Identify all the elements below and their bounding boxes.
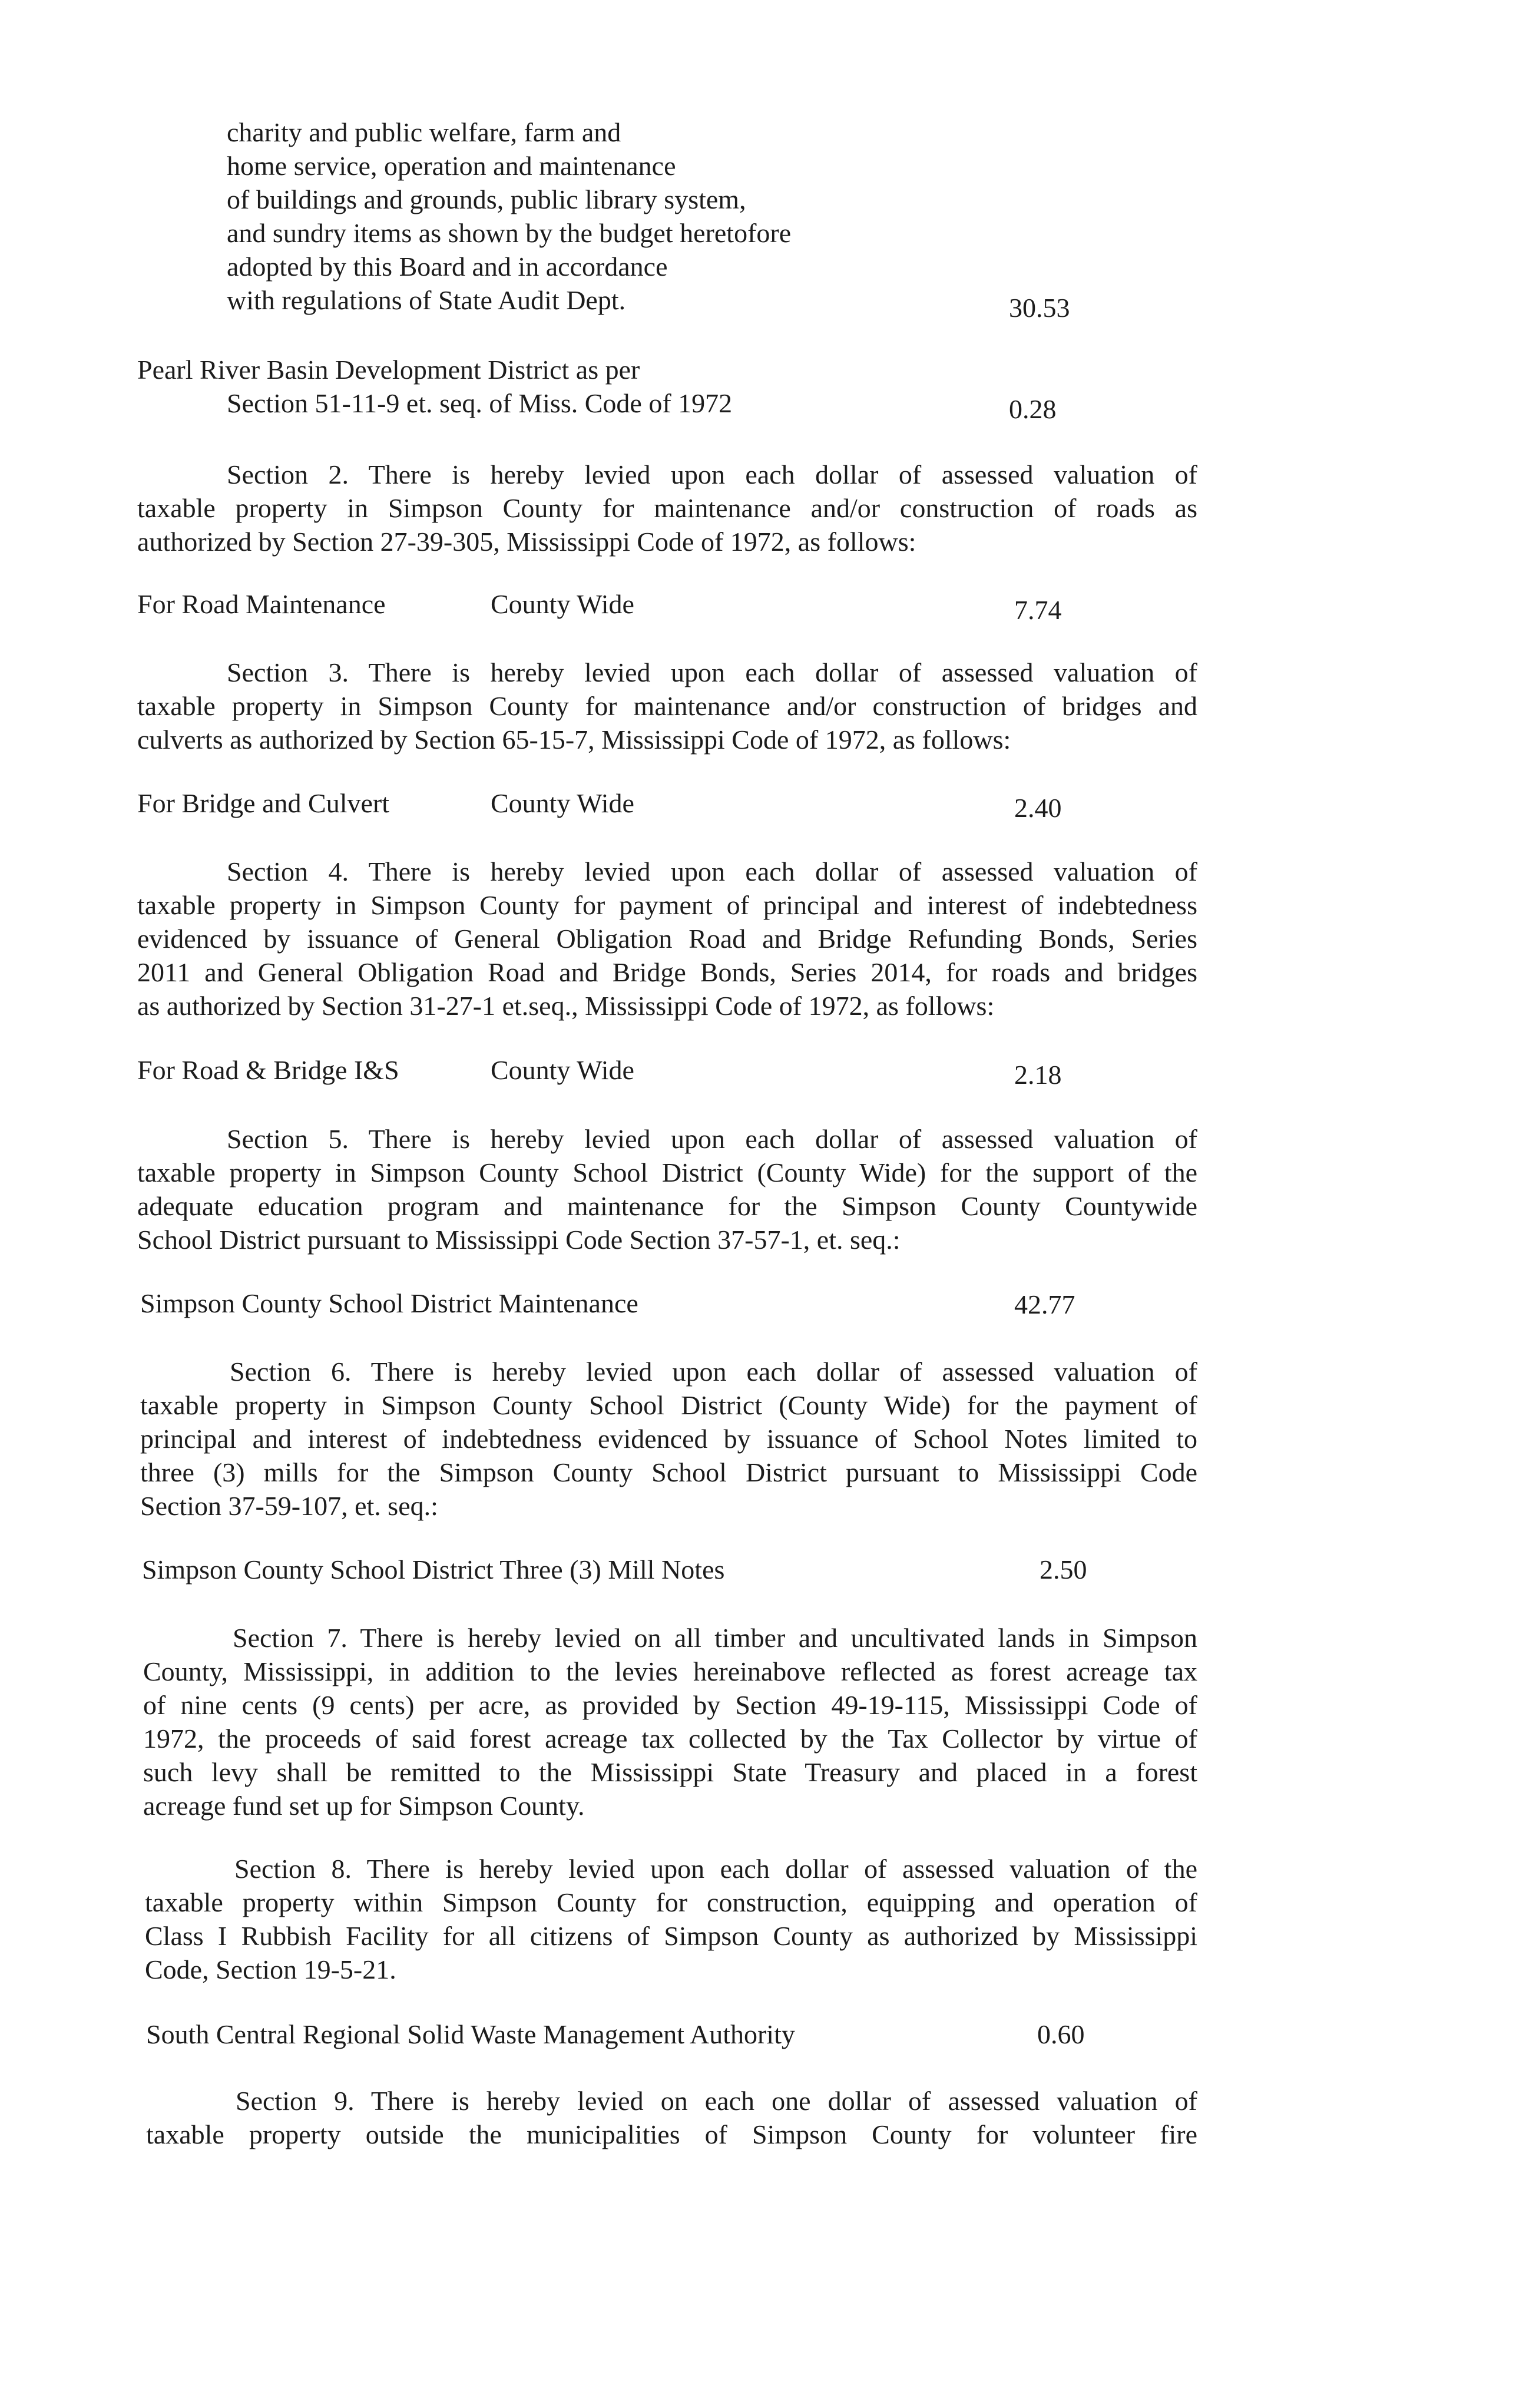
section-line: of nine cents (9 cents) per acre, as provided by Section 49-19-115, Mississippi Code of [143, 1690, 1197, 1720]
section-3-paragraph [137, 656, 1197, 756]
section-line: 2011 and General Obligation Road and Bridge Bonds, Series 2014, for roads and bridges [137, 957, 1197, 987]
section-line: authorized by Section 27-39-305, Mississippi Code of 1972, as follows: [137, 527, 916, 557]
levy-label: For Bridge and Culvert [137, 788, 389, 818]
section-line: taxable property in Simpson County for maintenance and/or construction of bridges and [137, 691, 1197, 721]
section-line: three (3) mills for the Simpson County School District pursuant to Mississippi Code [140, 1457, 1197, 1487]
intro-line: adopted by this Board and in accordance [227, 252, 668, 282]
levy-scope: County Wide [491, 788, 634, 818]
section-8-paragraph [145, 1852, 1197, 1986]
section-6-paragraph [140, 1355, 1197, 1523]
levy-amount: 0.60 [1037, 2019, 1085, 2049]
section-7-paragraph [143, 1621, 1197, 1822]
section-line: Code, Section 19-5-21. [145, 1954, 396, 1984]
levy-amount: 2.40 [1014, 793, 1062, 823]
levy-amount: 2.50 [1040, 1554, 1087, 1585]
levy-amount: 2.18 [1014, 1060, 1062, 1090]
section-line: Section 5. There is hereby levied upon each dollar of assessed valuation of [227, 1124, 1197, 1154]
intro-line: and sundry items as shown by the budget heretofore [227, 218, 792, 248]
levy-label: For Road & Bridge I&S [137, 1055, 399, 1085]
section-9-paragraph [146, 2084, 1197, 2151]
section-line: as authorized by Section 31-27-1 et.seq., Mississippi Code of 1972, as follows: [137, 991, 995, 1021]
levy-scope: County Wide [491, 1055, 634, 1085]
section-line: Section 9. There is hereby levied on each one dollar of assessed valuation of [236, 2086, 1197, 2116]
intro-line: charity and public welfare, farm and [227, 117, 621, 147]
section-4-paragraph [137, 855, 1197, 1023]
section-line: such levy shall be remitted to the Mississippi State Treasury and placed in a forest [143, 1757, 1197, 1787]
section-line: adequate education program and maintenance for the Simpson County Countywide [137, 1191, 1197, 1221]
section-line: Section 37-59-107, et. seq.: [140, 1491, 438, 1521]
section-line: taxable property in Simpson County for payment of principal and interest of indebtedness [137, 890, 1197, 920]
levy-label: Simpson County School District Three (3) Mill Notes [142, 1554, 725, 1585]
pearl-river-line2: Section 51-11-9 et. seq. of Miss. Code of 1972 [227, 388, 733, 418]
intro-amount: 30.53 [1009, 293, 1070, 323]
section-line: Section 8. There is hereby levied upon each dollar of assessed valuation of the [234, 1854, 1197, 1884]
intro-paragraph [227, 115, 791, 317]
section-line: 1972, the proceeds of said forest acreage tax collected by the Tax Collector by virtue of [143, 1724, 1197, 1754]
section-2-paragraph [137, 458, 1197, 558]
section-line: Section 7. There is hereby levied on all timber and uncultivated lands in Simpson [233, 1623, 1197, 1653]
levy-scope: County Wide [491, 589, 634, 619]
section-line: Section 6. There is hereby levied upon each dollar of assessed valuation of [230, 1357, 1197, 1387]
section-line: acreage fund set up for Simpson County. [143, 1791, 585, 1821]
section-line: taxable property in Simpson County for maintenance and/or construction of roads as [137, 493, 1197, 523]
section-line: principal and interest of indebtedness evidenced by issuance of School Notes limited to [140, 1424, 1197, 1454]
section-line: taxable property in Simpson County School District (County Wide) for the payment of [140, 1390, 1197, 1420]
section-line: taxable property within Simpson County for construction, equipping and operation of [145, 1887, 1197, 1917]
intro-line: home service, operation and maintenance [227, 151, 676, 181]
section-line: Class I Rubbish Facility for all citizens of Simpson County as authorized by Mississippi [145, 1921, 1197, 1951]
levy-label: Simpson County School District Maintenance [140, 1288, 638, 1318]
intro-line: of buildings and grounds, public library system, [227, 184, 746, 214]
section-5-paragraph [137, 1122, 1197, 1256]
section-line: culverts as authorized by Section 65-15-7, Mississippi Code of 1972, as follows: [137, 725, 1011, 755]
intro-line: with regulations of State Audit Dept. [227, 285, 626, 315]
section-line: County, Mississippi, in addition to the levies hereinabove reflected as forest acreage tax [143, 1656, 1197, 1686]
pearl-river-line1: Pearl River Basin Development District as per [137, 355, 640, 385]
pearl-river-amount: 0.28 [1009, 394, 1057, 424]
section-line: taxable property outside the municipalities of Simpson County for volunteer fire [146, 2119, 1197, 2149]
section-line: Section 3. There is hereby levied upon each dollar of assessed valuation of [227, 657, 1197, 687]
section-line: evidenced by issuance of General Obligation Road and Bridge Refunding Bonds, Series [137, 924, 1197, 954]
levy-label: South Central Regional Solid Waste Management Authority [146, 2019, 795, 2049]
section-line: Section 2. There is hereby levied upon each dollar of assessed valuation of [227, 459, 1197, 489]
section-line: School District pursuant to Mississippi Code Section 37-57-1, et. seq.: [137, 1225, 901, 1255]
levy-label: For Road Maintenance [137, 589, 386, 619]
section-line: taxable property in Simpson County School District (County Wide) for the support of the [137, 1157, 1197, 1188]
levy-amount: 42.77 [1014, 1289, 1075, 1319]
section-line: Section 4. There is hereby levied upon each dollar of assessed valuation of [227, 856, 1197, 887]
levy-amount: 7.74 [1014, 595, 1062, 625]
